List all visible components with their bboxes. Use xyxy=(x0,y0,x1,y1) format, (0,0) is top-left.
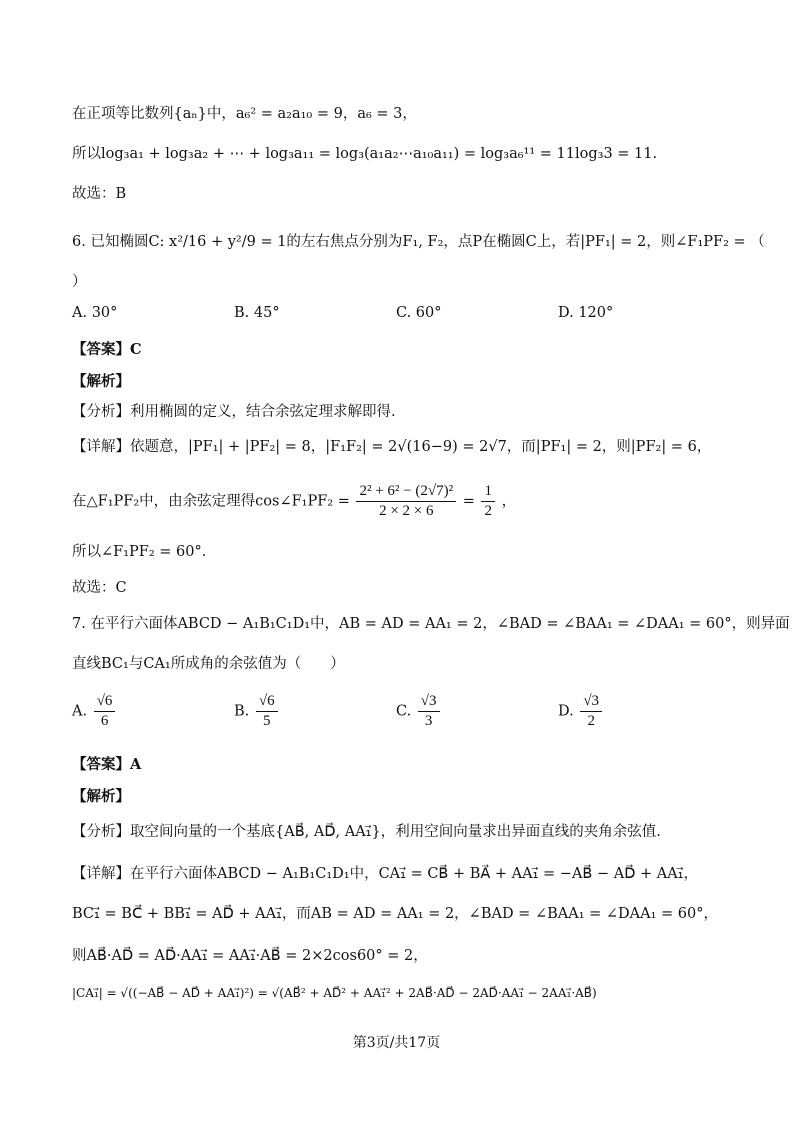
question-7-stem-end: 直线BC₁与CA₁所成角的余弦值为（ ） xyxy=(72,656,345,672)
q6-cos-numerator: 2² + 6² − (2√7)² xyxy=(356,482,456,502)
q6-answer: 【答案】C xyxy=(72,341,142,358)
q6-cos-denominator: 2 × 2 × 6 xyxy=(379,503,434,519)
question-6-stem-end: ） xyxy=(72,274,87,290)
q7-option-a xyxy=(72,692,117,731)
q7-option-d-numerator: √3 xyxy=(580,692,602,712)
q7-option-d-denominator: 2 xyxy=(587,713,595,729)
q7-option-a-label: A. xyxy=(72,703,88,720)
q6-cos-fraction xyxy=(356,482,456,521)
q6-select: 故选：C xyxy=(72,580,127,596)
q7-detail-3: 则AB⃗·AD⃗ = AD⃗·AA₁⃗ = AA₁⃗·AB⃗ = 2×2cos60° = 2， xyxy=(72,948,428,964)
q7-option-a-numerator: √6 xyxy=(94,692,116,712)
q7-option-c-label: C. xyxy=(396,703,412,720)
q7-option-b-denominator: 5 xyxy=(262,713,271,729)
q7-option-c-numerator: √3 xyxy=(418,692,440,712)
q6-detail-2: 在△F₁PF₂中，由余弦定理得cos∠F₁PF₂ = $\frac{\text{2² + 6² − (2√7)²}}{2 \times 2 \times 6}$ = $\frac{1}{2}$ ， xyxy=(72,483,517,519)
q7-detail-1: 【详解】在平行六面体ABCD − A₁B₁C₁D₁中，CA₁⃗ = CB⃗ + BA⃗ + AA₁⃗ = −AB⃗ − AD⃗ + AA₁⃗， xyxy=(72,866,698,882)
q7-detail-4: |CA₁⃗| = √((−AB⃗ − AD⃗ + AA₁⃗)²) = √(AB⃗² + AD⃗² + AA₁⃗² + 2AB⃗·AD⃗ − 2AD⃗·AA₁⃗ − 2AA₁⃗·AB⃗) xyxy=(72,986,597,1000)
q7-option-b-numerator: √6 xyxy=(256,692,278,712)
q7-answer: 【答案】A xyxy=(72,756,142,773)
q6-option-b: B. 45° xyxy=(234,305,280,321)
q6-half-fraction xyxy=(481,482,495,521)
q6-analysis-heading: 【解析】 xyxy=(72,373,130,390)
q7-option-b-label: B. xyxy=(234,703,250,720)
q6-option-a: A. 30° xyxy=(72,305,118,321)
q6-half-numerator: 1 xyxy=(481,482,495,502)
q6-half-denominator: 2 xyxy=(484,503,492,519)
solution-line-1: 在正项等比数列{aₙ}中，a₆² = a₂a₁₀ = 9，a₆ = 3， xyxy=(72,106,417,122)
q7-option-b xyxy=(234,692,280,731)
q6-option-d: D. 120° xyxy=(558,305,614,321)
q7-detail-2: BC₁⃗ = BC⃗ + BB₁⃗ = AD⃗ + AA₁⃗，而AB = AD = AA₁ = 2，∠BAD = ∠BAA₁ = ∠DAA₁ = 60°， xyxy=(72,906,718,922)
q6-option-c: C. 60° xyxy=(396,305,442,321)
q6-detail-3: 所以∠F₁PF₂ = 60°. xyxy=(72,544,207,560)
q7-analysis-heading: 【解析】 xyxy=(72,788,130,805)
q6-detail-1: 【详解】依题意，|PF₁| + |PF₂| = 8，|F₁F₂| = 2√(16−9) = 2√7，而|PF₁| = 2，则|PF₂| = 6， xyxy=(72,439,712,455)
question-7-stem: 7. 在平行六面体ABCD − A₁B₁C₁D₁中，AB = AD = AA₁ = 2，∠BAD = ∠BAA₁ = ∠DAA₁ = 60°，则异面 xyxy=(72,616,790,632)
q7-option-d xyxy=(558,692,604,731)
q7-option-b-fraction xyxy=(256,692,278,731)
page-number: 第3页/共17页 xyxy=(352,1035,441,1051)
question-6-stem: 6. 已知椭圆C: x²/16 + y²/9 = 1的左右焦点分别为F₁, F₂，点P在椭圆C上，若|PF₁| = 2，则∠F₁PF₂ = （ xyxy=(72,234,765,250)
q7-analysis: 【分析】取空间向量的一个基底{AB⃗, AD⃗, AA₁⃗}，利用空间向量求出异面直线的夹角余弦值. xyxy=(72,824,661,840)
q7-option-d-fraction xyxy=(580,692,602,731)
q6-detail-2-text: 在△F₁PF₂中，由余弦定理得cos∠F₁PF₂ = xyxy=(72,493,350,510)
solution-select-b: 故选：B xyxy=(72,186,127,202)
q7-option-c-denominator: 3 xyxy=(424,713,433,729)
q7-option-d-label: D. xyxy=(558,703,574,720)
q7-option-c-fraction xyxy=(418,692,440,731)
q7-option-c xyxy=(396,692,442,731)
q6-analysis: 【分析】利用椭圆的定义，结合余弦定理求解即得. xyxy=(72,404,396,420)
solution-line-2: 所以log₃a₁ + log₃a₂ + ⋯ + log₃a₁₁ = log₃(a₁a₂⋯a₁₀a₁₁) = log₃a₆¹¹ = 11log₃3 = 11. xyxy=(72,146,658,162)
q7-option-a-denominator: 6 xyxy=(100,713,109,729)
q7-option-a-fraction xyxy=(94,692,116,731)
